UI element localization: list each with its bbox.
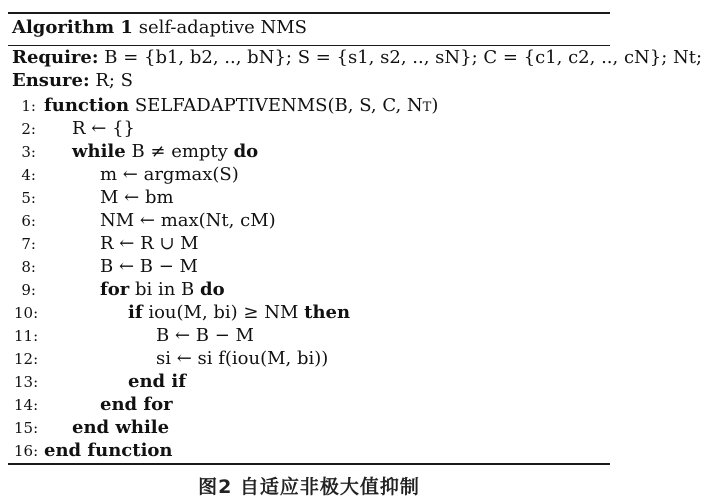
line-number: 15: (14, 419, 39, 437)
line-number: 11: (14, 327, 39, 345)
line-number: 1: (21, 97, 36, 115)
code-text: R ← {} (72, 118, 135, 139)
ensure-keyword: Ensure: (12, 70, 90, 91)
line-number: 7: (21, 235, 36, 253)
title-rule (8, 45, 610, 46)
code-text: bi in B (129, 279, 200, 300)
code-text: m ← argmax(S) (100, 164, 239, 185)
code-keyword: while (72, 141, 126, 162)
line-number: 4: (21, 166, 36, 184)
algorithm-title (12, 17, 307, 38)
code-keyword: end function (44, 440, 173, 461)
line-number: 2: (21, 120, 36, 138)
code-line (100, 256, 198, 278)
code-line (72, 141, 258, 163)
code-line (100, 210, 276, 232)
line-number: 10: (14, 304, 39, 322)
code-text: B ← B − M (156, 325, 254, 346)
code-keyword: end for (100, 394, 173, 415)
line-number: 16: (14, 442, 39, 460)
algorithm-name: self-adaptive NMS (138, 17, 308, 38)
code-line (44, 440, 173, 462)
code-line (100, 233, 199, 255)
require-text: B = {b1, b2, .., bN}; S = {s1, s2, .., sN}; C = {c1, c2, .., cN}; Nt; (104, 47, 702, 68)
code-line (156, 325, 254, 347)
top-rule (8, 12, 610, 14)
code-line (100, 279, 225, 301)
ensure-text: R; S (95, 70, 134, 91)
code-keyword: end if (128, 371, 186, 392)
line-number: 14: (14, 396, 39, 414)
code-line (156, 348, 328, 370)
code-text: SELFADAPTIVENMS(B, S, C, Nt) (129, 95, 439, 116)
algorithm-label: Algorithm 1 (12, 17, 133, 38)
code-text: B ← B − M (100, 256, 198, 277)
code-text: NM ← max(Nt, cM) (100, 210, 276, 231)
require-keyword: Require: (12, 47, 99, 68)
code-keyword: do (199, 279, 225, 300)
line-number: 6: (21, 212, 36, 230)
line-number: 3: (21, 143, 36, 161)
code-keyword: if (128, 302, 143, 323)
code-keyword: function (44, 95, 130, 116)
code-line (72, 417, 169, 439)
code-line (72, 118, 135, 140)
code-text: si ← si f(iou(M, bi)) (156, 348, 329, 369)
code-line (100, 394, 173, 416)
code-keyword: do (233, 141, 259, 162)
code-text: iou(M, bi) ≥ NM (142, 302, 305, 323)
code-text: B ≠ empty (125, 141, 234, 162)
code-keyword: end while (72, 417, 170, 438)
code-line (128, 371, 186, 393)
bottom-rule (8, 463, 610, 465)
code-line (100, 187, 174, 209)
code-line (44, 95, 438, 117)
line-number: 5: (21, 189, 36, 207)
code-keyword: for (100, 279, 130, 300)
require-line (12, 47, 702, 69)
code-line (100, 164, 239, 186)
ensure-line (12, 70, 133, 92)
figure-caption: 图2 自适应非极大值抑制 (198, 476, 420, 498)
line-number: 8: (21, 258, 36, 276)
code-keyword: then (304, 302, 351, 323)
code-text: R ← R ∪ M (100, 233, 199, 254)
line-number: 13: (14, 373, 39, 391)
line-number: 12: (14, 350, 39, 368)
code-text: M ← bm (100, 187, 174, 208)
code-line (128, 302, 350, 324)
line-number: 9: (21, 281, 36, 299)
